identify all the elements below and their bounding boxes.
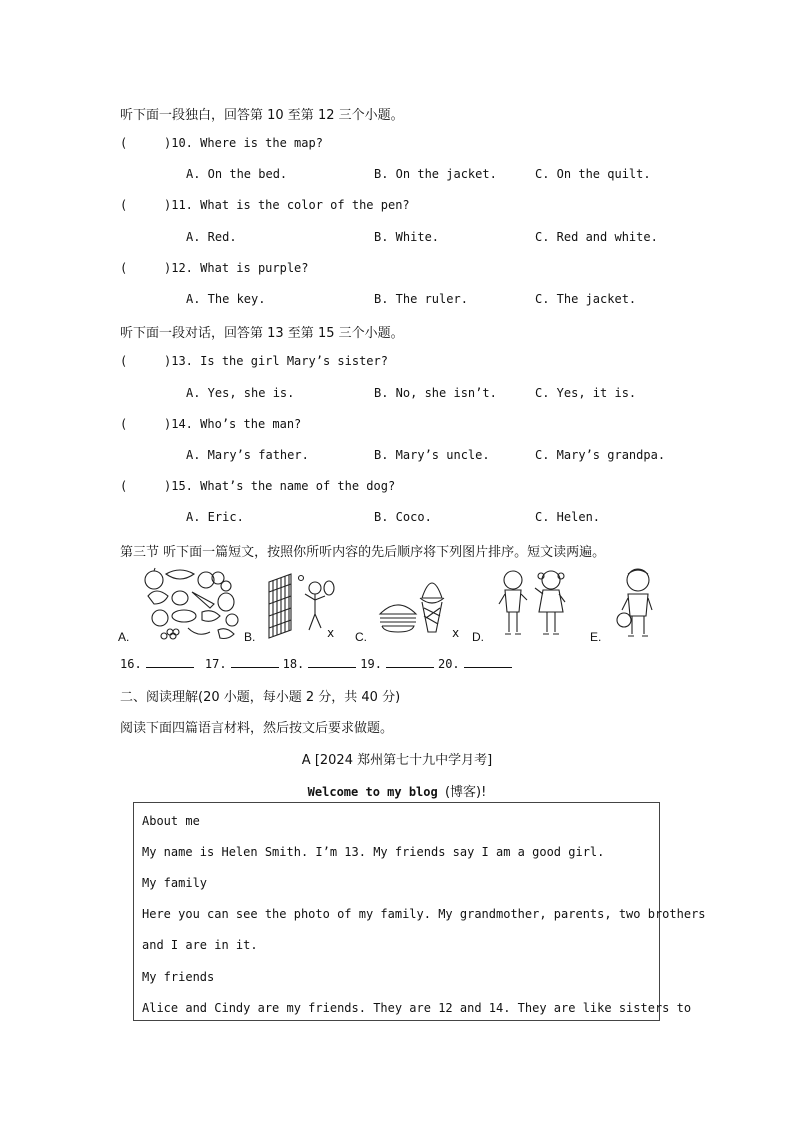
question-text: Is the girl Mary’s sister? [200, 354, 388, 368]
food-picture [376, 568, 456, 638]
question-number: )10. [164, 136, 193, 150]
blank-16[interactable] [146, 657, 194, 668]
question-text: What is purple? [200, 261, 309, 275]
blank-18[interactable] [308, 657, 356, 668]
question-text: What is the color of the pen? [200, 198, 410, 212]
option-b[interactable]: B. Coco. [374, 510, 432, 524]
blank-18-label: 18. [282, 657, 305, 671]
passage-title-text: Welcome to my blog [307, 785, 438, 799]
answer-paren[interactable]: ( [120, 198, 128, 212]
blank-17-label: 17. [204, 657, 227, 671]
question-12 [120, 261, 309, 275]
option-b[interactable]: B. Mary’s uncle. [374, 448, 490, 462]
blog-line: and I are in it. [142, 938, 258, 952]
blank-19-label: 19. [360, 657, 382, 671]
section-heading-dialog: 听下面一段对话，回答第 13 至第 15 三个小题。 [120, 326, 404, 341]
option-a[interactable]: A. Yes, she is. [186, 386, 295, 400]
question-10 [120, 136, 323, 150]
option-c[interactable]: C. On the quilt. [535, 167, 651, 181]
blog-box [133, 802, 706, 1021]
blank-20[interactable] [464, 657, 512, 668]
option-c[interactable]: C. Mary’s grandpa. [535, 448, 666, 462]
passage-source: A [2024 郑州第七十九中学月考] [301, 753, 493, 768]
question-text: Who’s the man? [200, 417, 302, 431]
section-heading-monologue: 听下面一段独白，回答第 10 至第 12 三个小题。 [120, 108, 404, 123]
option-b[interactable]: B. The ruler. [374, 292, 468, 306]
answer-paren[interactable]: ( [120, 354, 128, 368]
answer-paren[interactable]: ( [120, 136, 128, 150]
answer-paren[interactable]: ( [120, 261, 128, 275]
blog-heading-family: My family [142, 876, 208, 890]
section-3-heading: 第三节 听下面一篇短文，按照你所听内容的先后顺序将下列图片排序。短文读两遍。 [120, 545, 606, 560]
question-number: )11. [164, 198, 193, 212]
cross-mark: x [327, 626, 335, 640]
option-c[interactable]: C. The jacket. [535, 292, 637, 306]
blog-line: Alice and Cindy are my friends. They are 12 and 14. They are like sisters to [142, 1001, 692, 1015]
option-b[interactable]: B. No, she isn’t. [374, 386, 497, 400]
question-number: )13. [164, 354, 193, 368]
option-b[interactable]: B. On the jacket. [374, 167, 497, 181]
option-a[interactable]: A. On the bed. [186, 167, 288, 181]
question-text: Where is the map? [200, 136, 323, 150]
question-13 [120, 354, 388, 368]
reading-instructions: 阅读下面四篇语言材料，然后按文后要求做题。 [120, 721, 394, 736]
blank-16-label: 16. [120, 657, 142, 671]
blog-heading-about: About me [142, 814, 200, 828]
option-a[interactable]: A. Red. [186, 230, 237, 244]
question-number: )14. [164, 417, 193, 431]
blank-20-label: 20. [437, 657, 460, 671]
question-14 [120, 417, 301, 431]
fruits-vegetables-picture [140, 568, 240, 640]
option-b[interactable]: B. White. [374, 230, 440, 244]
blog-line: My name is Helen Smith. I’m 13. My friends say I am a good girl. [142, 845, 605, 859]
option-c[interactable]: C. Red and white. [535, 230, 658, 244]
picture-label-e: E. [590, 630, 602, 644]
option-a[interactable]: A. Eric. [186, 510, 244, 524]
picture-label-c: C. [355, 630, 367, 644]
option-c[interactable]: C. Helen. [535, 510, 601, 524]
blog-line: Here you can see the photo of my family. My grandmother, parents, two brothers [142, 907, 706, 921]
children-picture [495, 568, 575, 640]
picture-label-a: A. [118, 630, 130, 644]
question-text: What’s the name of the dog? [200, 479, 396, 493]
passage-title [0, 781, 794, 800]
option-c[interactable]: C. Yes, it is. [535, 386, 637, 400]
blank-19[interactable] [386, 657, 434, 668]
blog-heading-friends: My friends [142, 970, 215, 984]
answer-blanks [120, 657, 516, 671]
picture-label-d: D. [472, 630, 484, 644]
question-15 [120, 479, 395, 493]
child-with-ball-picture [614, 566, 662, 642]
option-a[interactable]: A. Mary’s father. [186, 448, 309, 462]
passage-title-suffix: (博客)! [444, 785, 487, 800]
answer-paren[interactable]: ( [120, 479, 128, 493]
blank-17[interactable] [231, 657, 279, 668]
question-11 [120, 198, 410, 212]
question-number: )15. [164, 479, 193, 493]
cross-mark: x [452, 626, 460, 640]
reading-section-title: 二、阅读理解(20 小题，每小题 2 分，共 40 分) [120, 690, 401, 705]
answer-paren[interactable]: ( [120, 417, 128, 431]
question-number: )12. [164, 261, 193, 275]
picture-label-b: B. [244, 630, 256, 644]
option-a[interactable]: A. The key. [186, 292, 266, 306]
